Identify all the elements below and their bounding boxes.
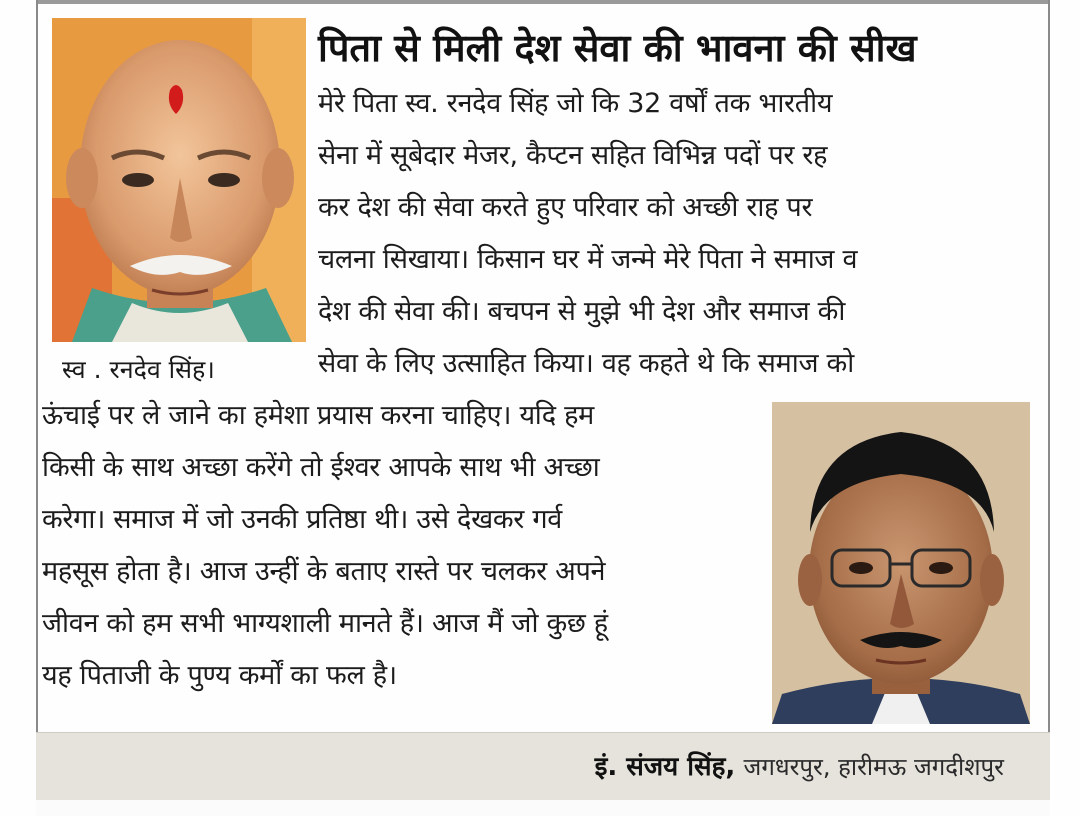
author-photo — [772, 402, 1030, 724]
byline-bar — [36, 732, 1050, 800]
body-line-5: देश की सेवा की। बचपन से मुझे भी देश और समाज की — [318, 296, 846, 327]
father-photo — [52, 18, 306, 342]
body-line-11: जीवन को हम सभी भाग्यशाली मानते हैं। आज मैं जो कुछ हूं — [42, 608, 608, 639]
byline-author-name: इं. संजय सिंह, — [594, 752, 736, 782]
article-headline: पिता से मिली देश सेवा की भावना की सीख — [318, 26, 917, 70]
body-line-10: महसूस होता है। आज उन्हीं के बताए रास्ते पर चलकर अपने — [42, 556, 606, 587]
body-line-2: सेना में सूबेदार मेजर, कैप्टन सहित विभिन्न पदों पर रह — [318, 140, 828, 171]
body-line-9: करेगा। समाज में जो उनकी प्रतिष्ठा थी। उसे देखकर गर्व — [42, 504, 562, 535]
body-line-1: मेरे पिता स्व. रनदेव सिंह जो कि 32 वर्षों तक भारतीय — [318, 88, 833, 119]
body-line-12: यह पिताजी के पुण्य कर्मों का फल है। — [42, 660, 397, 691]
byline — [595, 747, 1004, 787]
bottom-margin — [36, 800, 1050, 816]
body-line-8: किसी के साथ अच्छा करेंगे तो ईश्वर आपके साथ भी अच्छा — [42, 452, 600, 483]
father-photo-caption: स्व . रनदेव सिंह। — [62, 355, 215, 384]
body-line-4: चलना सिखाया। किसान घर में जन्मे मेरे पिता ने समाज व — [318, 244, 858, 275]
body-line-3: कर देश की सेवा करते हुए परिवार को अच्छी राह पर — [318, 192, 813, 223]
byline-place: जगधरपुर, हारीमऊ जगदीशपुर — [743, 753, 1004, 781]
body-line-7: ऊंचाई पर ले जाने का हमेशा प्रयास करना चाहिए। यदि हम — [42, 400, 595, 431]
body-line-6: सेवा के लिए उत्साहित किया। वह कहते थे कि समाज को — [318, 348, 854, 379]
